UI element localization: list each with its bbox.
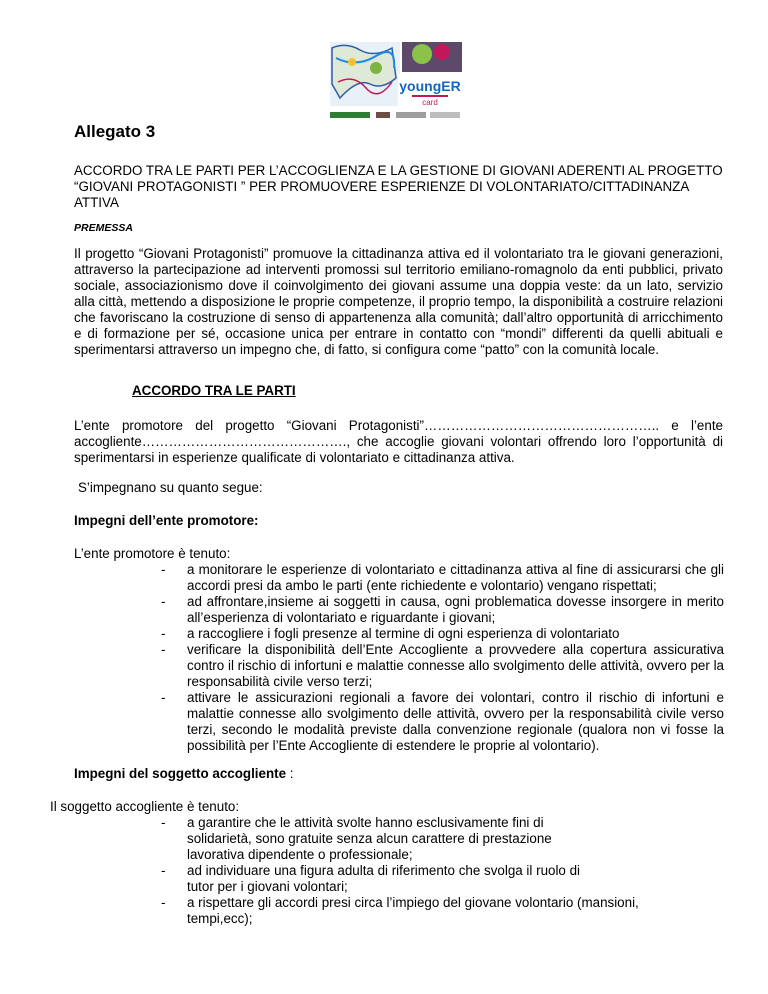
accordo-paragraph: L’ente promotore del progetto “Giovani Protagonisti”…………………………………………….. e l’ente accogliente………………………………………., che accoglie giovani volontari offrendo loro l’opportunità di sperimentarsi in esperienze qualificate di volontariato e cittadinanza attiva. — [74, 418, 723, 465]
list-item: - attivare le assicurazioni regionali a favore dei volontari, contro il rischio di infortuni e malattie connesse allo svolgimento delle attività, ovvero per la responsabilità civile verso terzi, secondo le modalità previste dalla convenzione regionale (qualora non vi fosse la possibilità per l’Ente Accogliente di estendere le proprie al volontario). — [161, 690, 724, 753]
document-title: ACCORDO TRA LE PARTI PER L’ACCOGLIENZA E LA GESTIONE DI GIOVANI ADERENTI AL PROGETTO “GIOVANI PROTAGONISTI ” PER PROMUOVERE ESPERIENZE DI VOLONTARIATO/CITTADINANZA ATTIVA — [74, 163, 723, 210]
youngER-card-logo — [326, 38, 466, 124]
list-item: - a raccogliere i fogli presenze al termine di ogni esperienza di volontariato — [161, 626, 620, 641]
promotore-intro: L’ente promotore è tenuto: — [74, 546, 231, 561]
accordo-heading: ACCORDO TRA LE PARTI — [132, 383, 296, 398]
list-item: - a monitorare le esperienze di volontariato e cittadinanza attiva al fine di assicurarsi che gli accordi presi da ambo le parti (ente richiedente e volontario) vengano rispettati; — [161, 562, 724, 593]
premessa-label: PREMESSA — [74, 222, 133, 234]
list-item: - ad individuare una figura adulta di riferimento che svolga il ruolo di tutor per i giovani volontari; — [161, 863, 581, 894]
promotore-list — [161, 562, 724, 754]
impegnano-line: S’impegnano su quanto segue: — [78, 480, 263, 495]
accogliente-intro: Il soggetto accogliente è tenuto: — [50, 799, 240, 814]
list-item: - ad affrontare,insieme ai soggetti in causa, ogni problematica dovesse insorgere in merito all’esperienza di volontariato e riguardante i giovani; — [161, 594, 724, 625]
accogliente-list — [161, 815, 687, 927]
logo-text-main: youngER — [399, 78, 461, 94]
list-item: - a rispettare gli accordi presi circa l’impiego del giovane volontario (mansioni, tempi,ecc); — [161, 895, 639, 926]
premessa-paragraph: Il progetto “Giovani Protagonisti” promuove la cittadinanza attiva ed il volontariato tra le giovani generazioni, attraverso la partecipazione ad interventi promossi sul territorio emiliano-romagnolo da enti pubblici, privato sociale, associazionismo dove il coinvolgimento dei giovani assume una doppia veste: da un lato, servizio alla città, mettendo a disposizione le proprie competenze, il proprio tempo, la disponibilità a costruire relazioni che favoriscano la costruzione di senso di appartenenza alla comunità; dall’altro opportunità di arricchimento e di formazione per sé, occasione unica per entrare in contatto con “mondi” differenti da quelli abituali e sperimentarsi attraverso un impegno che, di fatto, si configura come “patto” con la comunità locale. — [74, 246, 723, 357]
promotore-heading: Impegni dell’ente promotore: — [74, 513, 259, 528]
page-title: Allegato 3 — [74, 122, 156, 141]
list-item: - verificare la disponibilità dell’Ente Accogliente a provvedere alla copertura assicurativa contro il rischio di infortuni e malattie connesse allo svolgimento delle attività, ovvero per la responsabilità civile verso terzi; — [161, 642, 724, 689]
list-item: - a garantire che le attività svolte hanno esclusivamente fini di solidarietà, sono gratuite senza alcun carattere di prestazione lavorativa dipendente o professionale; — [161, 815, 552, 862]
logo-text-sub: card — [422, 98, 438, 107]
accogliente-heading: Impegni del soggetto accogliente : — [74, 766, 294, 781]
